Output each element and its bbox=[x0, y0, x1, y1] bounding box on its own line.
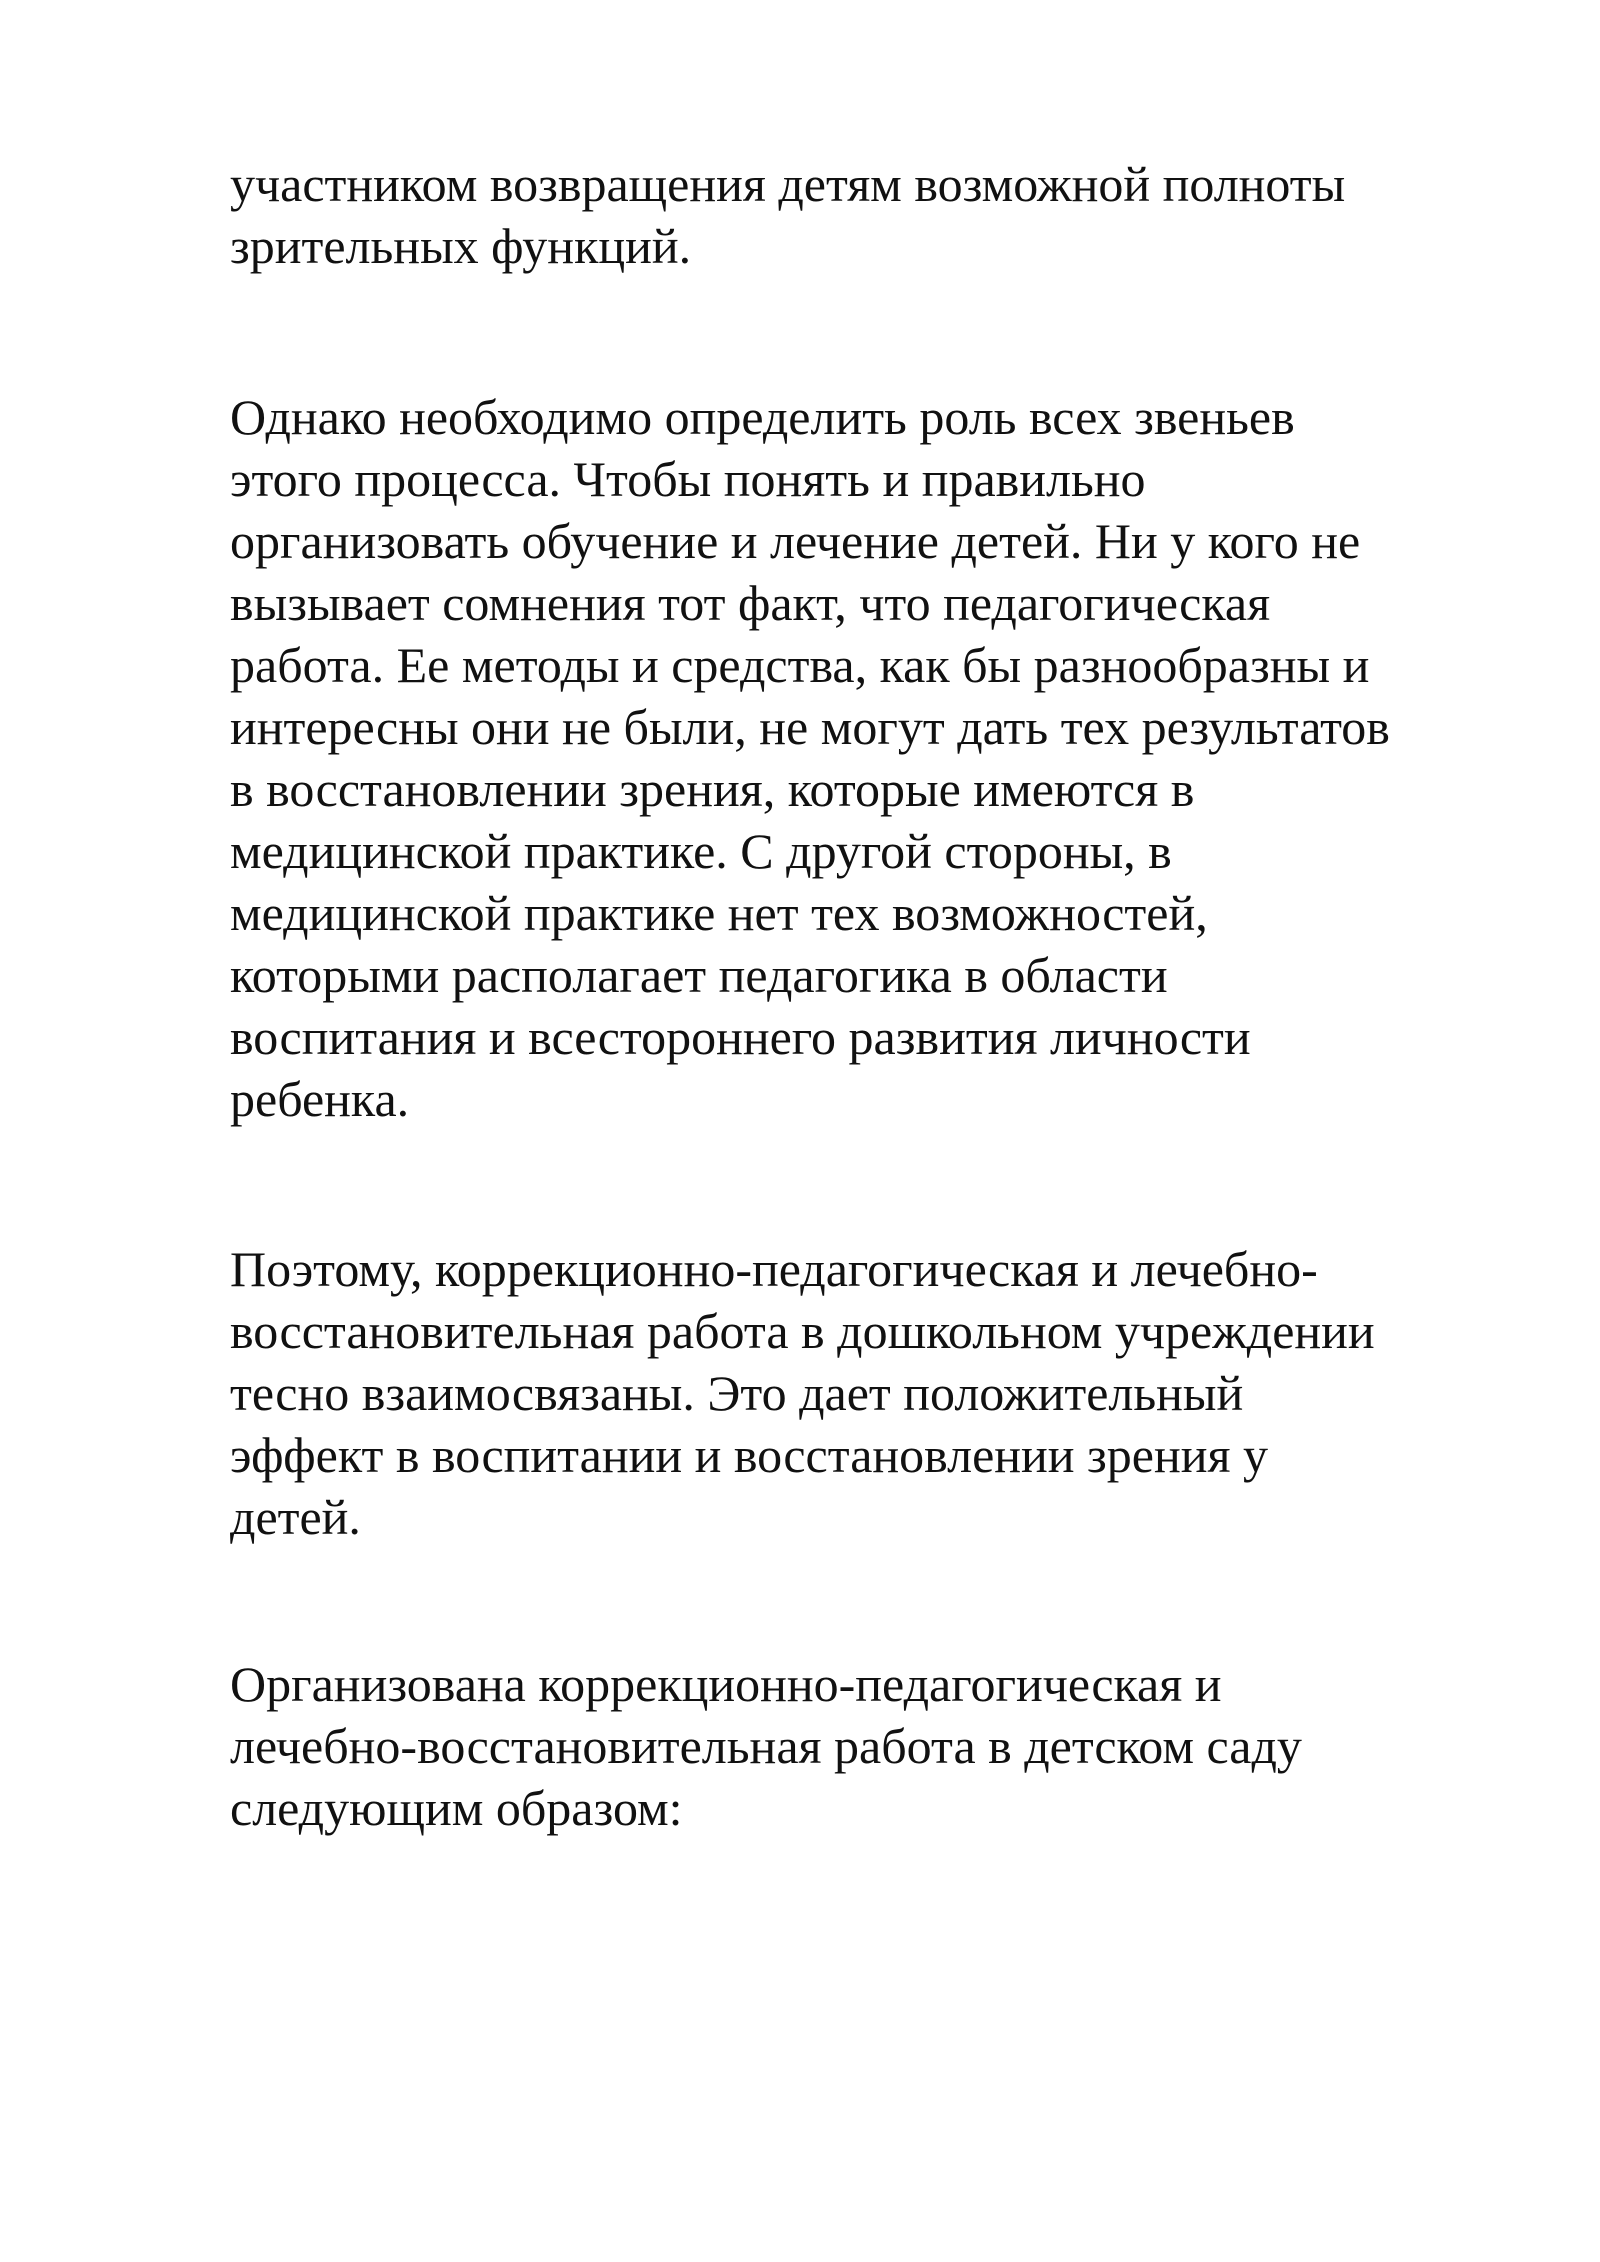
paragraph-line: Однако необходимо определить роль всех звеньев bbox=[230, 389, 1295, 445]
paragraph-line: работа. Ее методы и средства, как бы разнообразны и bbox=[230, 637, 1370, 693]
paragraph-line: тесно взаимосвязаны. Это дает положительный bbox=[230, 1365, 1244, 1421]
paragraph-line: восстановительная работа в дошкольном учреждении bbox=[230, 1303, 1375, 1359]
paragraph-line: лечебно-восстановительная работа в детском саду bbox=[230, 1718, 1302, 1774]
paragraph-line: организовать обучение и лечение детей. Ни у кого не bbox=[230, 513, 1361, 569]
paragraph-line: следующим образом: bbox=[230, 1780, 683, 1836]
paragraph-line: Поэтому, коррекционно-педагогическая и лечебно- bbox=[230, 1241, 1318, 1297]
paragraph-line: медицинской практике. С другой стороны, в bbox=[230, 823, 1172, 879]
paragraph-line: этого процесса. Чтобы понять и правильно bbox=[230, 451, 1146, 507]
paragraph-line: участником возвращения детям возможной полноты bbox=[230, 156, 1346, 212]
paragraph-1 bbox=[230, 153, 1530, 277]
paragraph-line: в восстановлении зрения, которые имеются в bbox=[230, 761, 1195, 817]
paragraph-line: воспитания и всестороннего развития личности bbox=[230, 1009, 1251, 1065]
paragraph-line: Организована коррекционно-педагогическая и bbox=[230, 1656, 1222, 1712]
paragraph-line: эффект в воспитании и восстановлении зрения у bbox=[230, 1427, 1268, 1483]
paragraph-line: медицинской практике нет тех возможностей, bbox=[230, 885, 1208, 941]
paragraph-line: интересны они не были, не могут дать тех результатов bbox=[230, 699, 1390, 755]
paragraph-line: вызывает сомнения тот факт, что педагогическая bbox=[230, 575, 1271, 631]
paragraph-line: ребенка. bbox=[230, 1071, 410, 1127]
paragraph-line: которыми располагает педагогика в области bbox=[230, 947, 1168, 1003]
paragraph-3 bbox=[230, 1238, 1530, 1548]
paragraph-line: детей. bbox=[230, 1489, 361, 1545]
paragraph-4 bbox=[230, 1653, 1530, 1839]
paragraph-line: зрительных функций. bbox=[230, 218, 692, 274]
paragraph-2 bbox=[230, 386, 1530, 1130]
